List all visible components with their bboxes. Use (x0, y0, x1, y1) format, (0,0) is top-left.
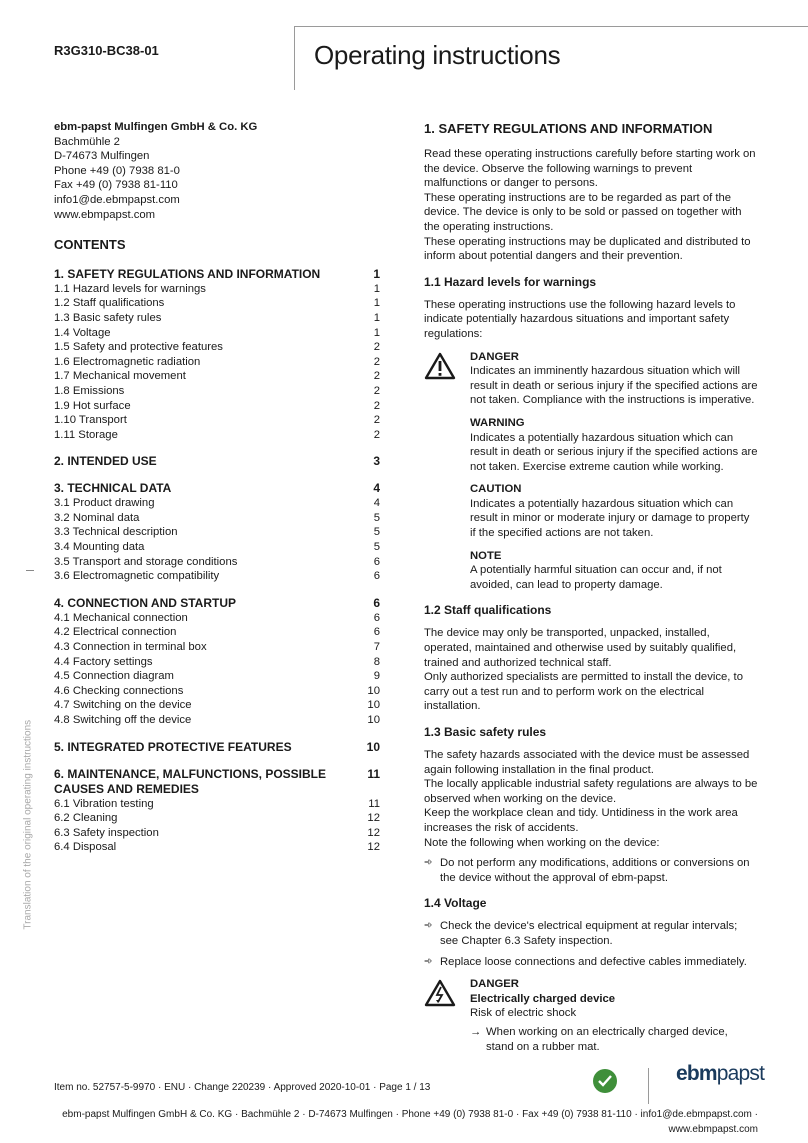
toc-item-label: 4.1 Mechanical connection (54, 611, 188, 624)
basic-paragraph: Keep the workplace clean and tidy. Untidiness in the work area increases the risk of accidents. (424, 807, 738, 834)
toc-item[interactable] (54, 413, 380, 428)
toc-page-number: 2 (373, 428, 380, 441)
toc-item[interactable] (54, 625, 380, 640)
toc-page-number: 1 (373, 326, 380, 339)
toc-page-number: 1 (373, 311, 380, 324)
toc-item[interactable] (54, 698, 380, 713)
toc-item-label: 6.1 Vibration testing (54, 797, 154, 810)
hazard-text: Indicates a potentially hazardous situation which can result in minor or moderate injury or damage to property if the specified actions are not taken. (470, 497, 750, 540)
toc-item[interactable] (54, 826, 380, 841)
toc-item[interactable] (54, 399, 380, 414)
hazard-text: A potentially harmful situation can occur and, if not avoided, can lead to property damage. (470, 564, 722, 591)
company-street: Bachmühle 2 (54, 135, 120, 148)
toc-page-number: 6 (373, 626, 380, 639)
subheading-basic-safety: 1.3 Basic safety rules (424, 725, 547, 739)
toc-page-number: 5 (373, 511, 380, 524)
toc-item[interactable] (54, 569, 380, 584)
hazard-note (470, 549, 758, 593)
toc-item-label: 1.10 Transport (54, 414, 127, 427)
toc-item-label: 3.2 Nominal data (54, 511, 140, 524)
hazard-danger (424, 350, 758, 408)
hazard-title: CAUTION (470, 483, 522, 496)
toc-item[interactable] (54, 496, 380, 511)
toc-page-number: 10 (367, 684, 380, 697)
toc-item-label: 1.9 Hot surface (54, 399, 131, 412)
toc-item[interactable] (54, 655, 380, 670)
toc-page-number: 10 (367, 699, 380, 712)
toc-item[interactable] (54, 840, 380, 855)
toc-section[interactable] (54, 740, 380, 755)
hazard-title: DANGER (470, 350, 519, 363)
footer-divider (648, 1068, 649, 1104)
list-item: ➾ Check the device's electrical equipment at regular intervals; see Chapter 6.3 Safety inspection. (424, 920, 738, 947)
toc-page-number: 2 (373, 355, 380, 368)
list-item: ➾ Do not perform any modifications, additions or conversions on the device without the approval of ebm-papst. (424, 857, 750, 884)
toc-item-label: 1.3 Basic safety rules (54, 311, 162, 324)
toc-item[interactable] (54, 311, 380, 326)
hazard-caution (470, 482, 758, 540)
document-title: Operating instructions (314, 40, 561, 70)
toc-page-number: 4 (373, 481, 380, 496)
toc-item-label: 4.8 Switching off the device (54, 714, 192, 726)
toc-page-number: 8 (373, 655, 380, 668)
bullet-arrow-icon: ➾ (424, 920, 433, 932)
toc-item[interactable] (54, 340, 380, 355)
basic-paragraph: Note the following when working on the device: (424, 836, 660, 849)
toc-page-number: 10 (367, 714, 380, 726)
toc-section-label: 1. SAFETY REGULATIONS AND INFORMATION (54, 266, 321, 281)
intro-paragraph: These operating instructions are to be regarded as part of the device. The device is only to be sold or passed on together with the operating instructions. (424, 191, 742, 233)
footer-address: ebm-papst Mulfingen GmbH & Co. KG · Bachmühle 2 · D-74673 Mulfingen · Phone +49 (0) 7938 81-0 · Fax +49 (0) 7938 81-110 · info1@de.ebmpapst.com · www.ebmpapst.com (62, 1109, 758, 1135)
toc-item[interactable] (54, 296, 380, 311)
toc-item-label: 1.8 Emissions (54, 384, 125, 397)
toc-item[interactable] (54, 384, 380, 399)
toc-item-label: 3.3 Technical description (54, 526, 178, 539)
toc-item[interactable] (54, 555, 380, 570)
toc-item-label: 3.4 Mounting data (54, 541, 145, 554)
toc-item-label: 1.2 Staff qualifications (54, 297, 165, 310)
toc-item-label: 3.1 Product drawing (54, 497, 155, 510)
toc-page-number: 12 (367, 812, 380, 825)
margin-tick (26, 570, 34, 571)
toc-page-number: 12 (367, 841, 380, 854)
toc-page-number: 2 (373, 370, 380, 383)
toc-item-label: 3.5 Transport and storage conditions (54, 555, 238, 568)
toc-item-label: 1.6 Electromagnetic radiation (54, 355, 201, 368)
toc-item-label: 6.2 Cleaning (54, 812, 118, 825)
toc-page-number: 2 (373, 414, 380, 427)
toc-page-number: 6 (373, 611, 380, 624)
toc-item[interactable] (54, 525, 380, 540)
toc-item[interactable] (54, 282, 380, 297)
toc-page-number: 12 (367, 826, 380, 839)
toc-section[interactable] (54, 596, 380, 611)
toc-item-label: 4.4 Factory settings (54, 655, 153, 668)
toc-section[interactable] (54, 481, 380, 496)
toc-item-label: 6.3 Safety inspection (54, 826, 159, 839)
toc-item[interactable] (54, 428, 380, 443)
toc-page-number: 1 (373, 297, 380, 310)
toc-section[interactable] (54, 267, 380, 282)
left-column (54, 120, 380, 855)
toc-page-number: 9 (373, 670, 380, 683)
toc-item-label: 1.7 Mechanical movement (54, 370, 186, 383)
intro-paragraph: Read these operating instructions carefully before starting work on the device. Observe the following warnings to prevent malfunctions or danger to persons. (424, 148, 756, 190)
subheading-hazard-levels: 1.1 Hazard levels for warnings (424, 274, 597, 289)
hazard-text: Indicates a potentially hazardous situation which can result in death or serious injury if the specified actions are not taken. Exercise extreme caution while working. (470, 431, 758, 473)
toc-page-number: 3 (373, 454, 380, 469)
toc-page-number: 1 (373, 266, 380, 281)
right-arrow-icon: → (470, 1025, 482, 1038)
header-top-rule (294, 26, 808, 27)
company-web[interactable]: www.ebmpapst.com (54, 208, 156, 221)
hazard-title: DANGER (470, 978, 519, 991)
toc-section-label: 3. TECHNICAL DATA (54, 481, 172, 496)
company-city: D-74673 Mulfingen (54, 150, 150, 163)
toc-item[interactable] (54, 369, 380, 384)
greentech-badge-icon (592, 1068, 618, 1094)
toc-item-label: 3.6 Electromagnetic compatibility (54, 570, 220, 583)
staff-paragraph: Only authorized specialists are permitted to install the device, to carry out a test run and to perform work on the electrical installation. (424, 671, 743, 713)
toc-page-number: 2 (373, 341, 380, 354)
section-heading-safety: 1. SAFETY REGULATIONS AND INFORMATION (424, 121, 713, 136)
basic-paragraph: The safety hazards associated with the device must be assessed again following installation in the final product. (424, 749, 750, 776)
toc-item[interactable] (54, 684, 380, 699)
toc-item[interactable] (54, 669, 380, 684)
intro-paragraph: These operating instructions may be duplicated and distributed to inform about potential dangers and their prevention. (424, 235, 751, 263)
staff-paragraph: The device may only be transported, unpacked, installed, operated, maintained and otherwise used by suitably qualified, trained and authorized technical staff. (424, 627, 737, 669)
toc-section-label: 4. CONNECTION AND STARTUP (54, 595, 237, 610)
bullet-arrow-icon: ➾ (424, 857, 433, 869)
toc-item[interactable] (54, 540, 380, 555)
toc-item-label: 6.4 Disposal (54, 841, 117, 854)
toc-page-number: 6 (373, 595, 380, 610)
toc-page-number: 2 (373, 399, 380, 412)
toc-item[interactable] (54, 797, 380, 812)
toc-item-label: 1.1 Hazard levels for warnings (54, 282, 206, 295)
header-divider (294, 26, 295, 90)
toc-item[interactable] (54, 355, 380, 370)
toc-item[interactable] (54, 640, 380, 655)
right-column (424, 120, 758, 1054)
subheading-voltage: 1.4 Voltage (424, 896, 487, 911)
hazard-intro: These operating instructions use the following hazard levels to indicate potentially hazardous situations and important safety regulations: (424, 298, 736, 340)
side-vertical-text: Translation of the original operating instructions (22, 720, 34, 930)
basic-paragraph: The locally applicable industrial safety regulations are always to be observed when working on the device. (424, 778, 758, 805)
hazard-subtitle: Electrically charged device (470, 992, 616, 1005)
company-email[interactable]: info1@de.ebmpapst.com (54, 193, 180, 206)
footer-item-line: Item no. 52757-5-9970 · ENU · Change 220239 · Approved 2020-10-01 · Page 1 / 13 (54, 1082, 431, 1093)
toc-page-number: 6 (373, 555, 380, 568)
list-item: ➾ Replace loose connections and defective cables immediately. (424, 955, 747, 968)
hazard-electric-danger (424, 977, 758, 1054)
company-fax: Fax +49 (0) 7938 81-110 (54, 179, 178, 192)
toc-page-number: 7 (373, 641, 380, 654)
toc-item[interactable] (54, 811, 380, 826)
toc-page-number: 6 (373, 570, 380, 583)
toc-page-number: 5 (373, 541, 380, 554)
subheading-staff: 1.2 Staff qualifications (424, 603, 552, 618)
hazard-title: NOTE (470, 549, 502, 562)
toc-page-number: 1 (373, 282, 380, 295)
hazard-warning (470, 416, 758, 474)
company-name: ebm-papst Mulfingen GmbH & Co. KG (54, 121, 258, 133)
toc-page-number: 2 (373, 384, 380, 397)
hazard-text: Risk of electric shock (470, 1007, 577, 1020)
bullet-arrow-icon: ➾ (424, 955, 433, 967)
toc-section[interactable] (54, 767, 380, 797)
toc-item[interactable] (54, 713, 380, 728)
hazard-text: Indicates an imminently hazardous situation which will result in death or serious injury if the specified actions are not taken. Compliance with the instructions is imperative. (470, 365, 758, 407)
toc-item[interactable] (54, 611, 380, 626)
toc-item-label: 1.11 Storage (54, 428, 118, 441)
toc-item-label: 4.5 Connection diagram (54, 670, 174, 683)
toc-page-number: 5 (373, 526, 380, 539)
toc-item-label: 4.3 Connection in terminal box (54, 641, 207, 654)
toc-item-label: 4.7 Switching on the device (54, 699, 192, 712)
table-of-contents (54, 267, 380, 855)
toc-section-label: 5. INTEGRATED PROTECTIVE FEATURES (54, 739, 292, 754)
ebmpapst-logo: ebmpapst (676, 1062, 765, 1085)
toc-page-number: 11 (368, 797, 380, 810)
toc-item-label: 4.6 Checking connections (54, 684, 184, 697)
toc-item[interactable] (54, 326, 380, 341)
toc-section[interactable] (54, 454, 380, 469)
toc-section-label: 2. INTENDED USE (54, 454, 157, 469)
contents-title: CONTENTS (54, 237, 126, 253)
company-address (54, 120, 380, 222)
toc-page-number: 4 (373, 497, 380, 510)
hazard-title: WARNING (470, 416, 525, 429)
company-phone: Phone +49 (0) 7938 81-0 (54, 164, 180, 177)
warning-triangle-icon (424, 350, 470, 408)
toc-item[interactable] (54, 511, 380, 526)
electric-hazard-icon (424, 977, 470, 1054)
toc-page-number: 11 (367, 766, 380, 781)
toc-section-label: 6. MAINTENANCE, MALFUNCTIONS, POSSIBLE CAUSES AND REMEDIES (54, 766, 327, 796)
toc-item-label: 1.4 Voltage (54, 326, 111, 339)
toc-item-label: 1.5 Safety and protective features (54, 341, 223, 354)
list-item: → When working on an electrically charged device, stand on a rubber mat. (470, 1025, 728, 1053)
toc-item-label: 4.2 Electrical connection (54, 626, 177, 639)
toc-page-number: 10 (366, 739, 380, 754)
model-number: R3G310-BC38-01 (54, 43, 159, 58)
